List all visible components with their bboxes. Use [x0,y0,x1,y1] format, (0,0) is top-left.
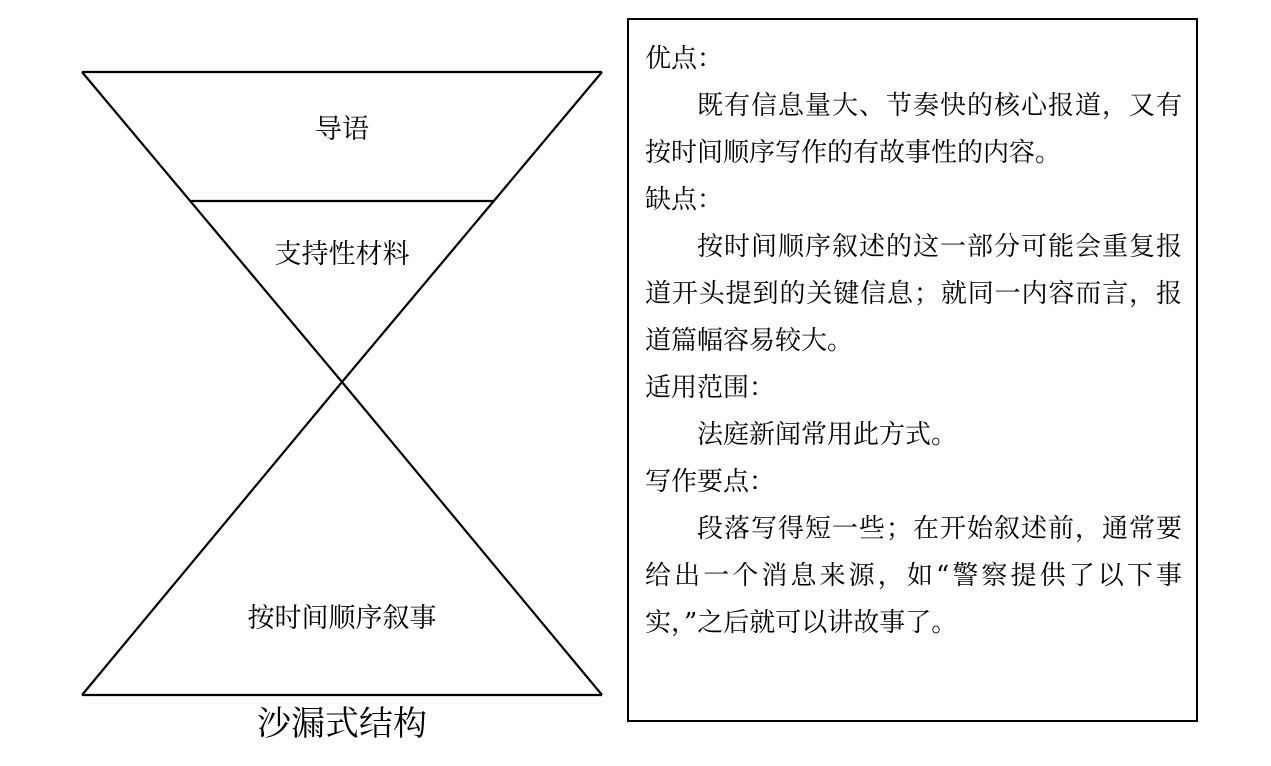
key-points-heading: 写作要点： [645,467,776,497]
advantages-text: 既有信息量大、节奏快的核心报道，又有按时间顺序写作的有故事性的内容。 [645,91,1182,168]
scope-heading: 适用范围： [645,373,776,403]
upper-left-edge [82,72,342,382]
lower-right-edge [342,382,602,695]
disadvantages-text: 按时间顺序叙述的这一部分可能会重复报道开头提到的关键信息；就同一内容而言，报道篇幅容易较大。 [645,232,1182,356]
advantages-heading: 优点： [645,44,724,74]
diagram-title: 沙漏式结构 [257,704,427,744]
disadvantages-heading: 缺点： [645,185,724,215]
chronological-section-label: 按时间顺序叙事 [247,603,437,634]
lead-section-label: 导语 [315,114,369,145]
lower-left-edge [82,382,342,695]
upper-right-edge [342,72,602,382]
key-points-text: 段落写得短一些；在开始叙述前，通常要给出一个消息来源，如“警察提供了以下事实，”之后就可以讲故事了。 [645,514,1182,638]
info-box [627,18,1198,722]
scope-text: 法庭新闻常用此方式。 [697,420,958,450]
support-section-label: 支持性材料 [274,239,410,270]
